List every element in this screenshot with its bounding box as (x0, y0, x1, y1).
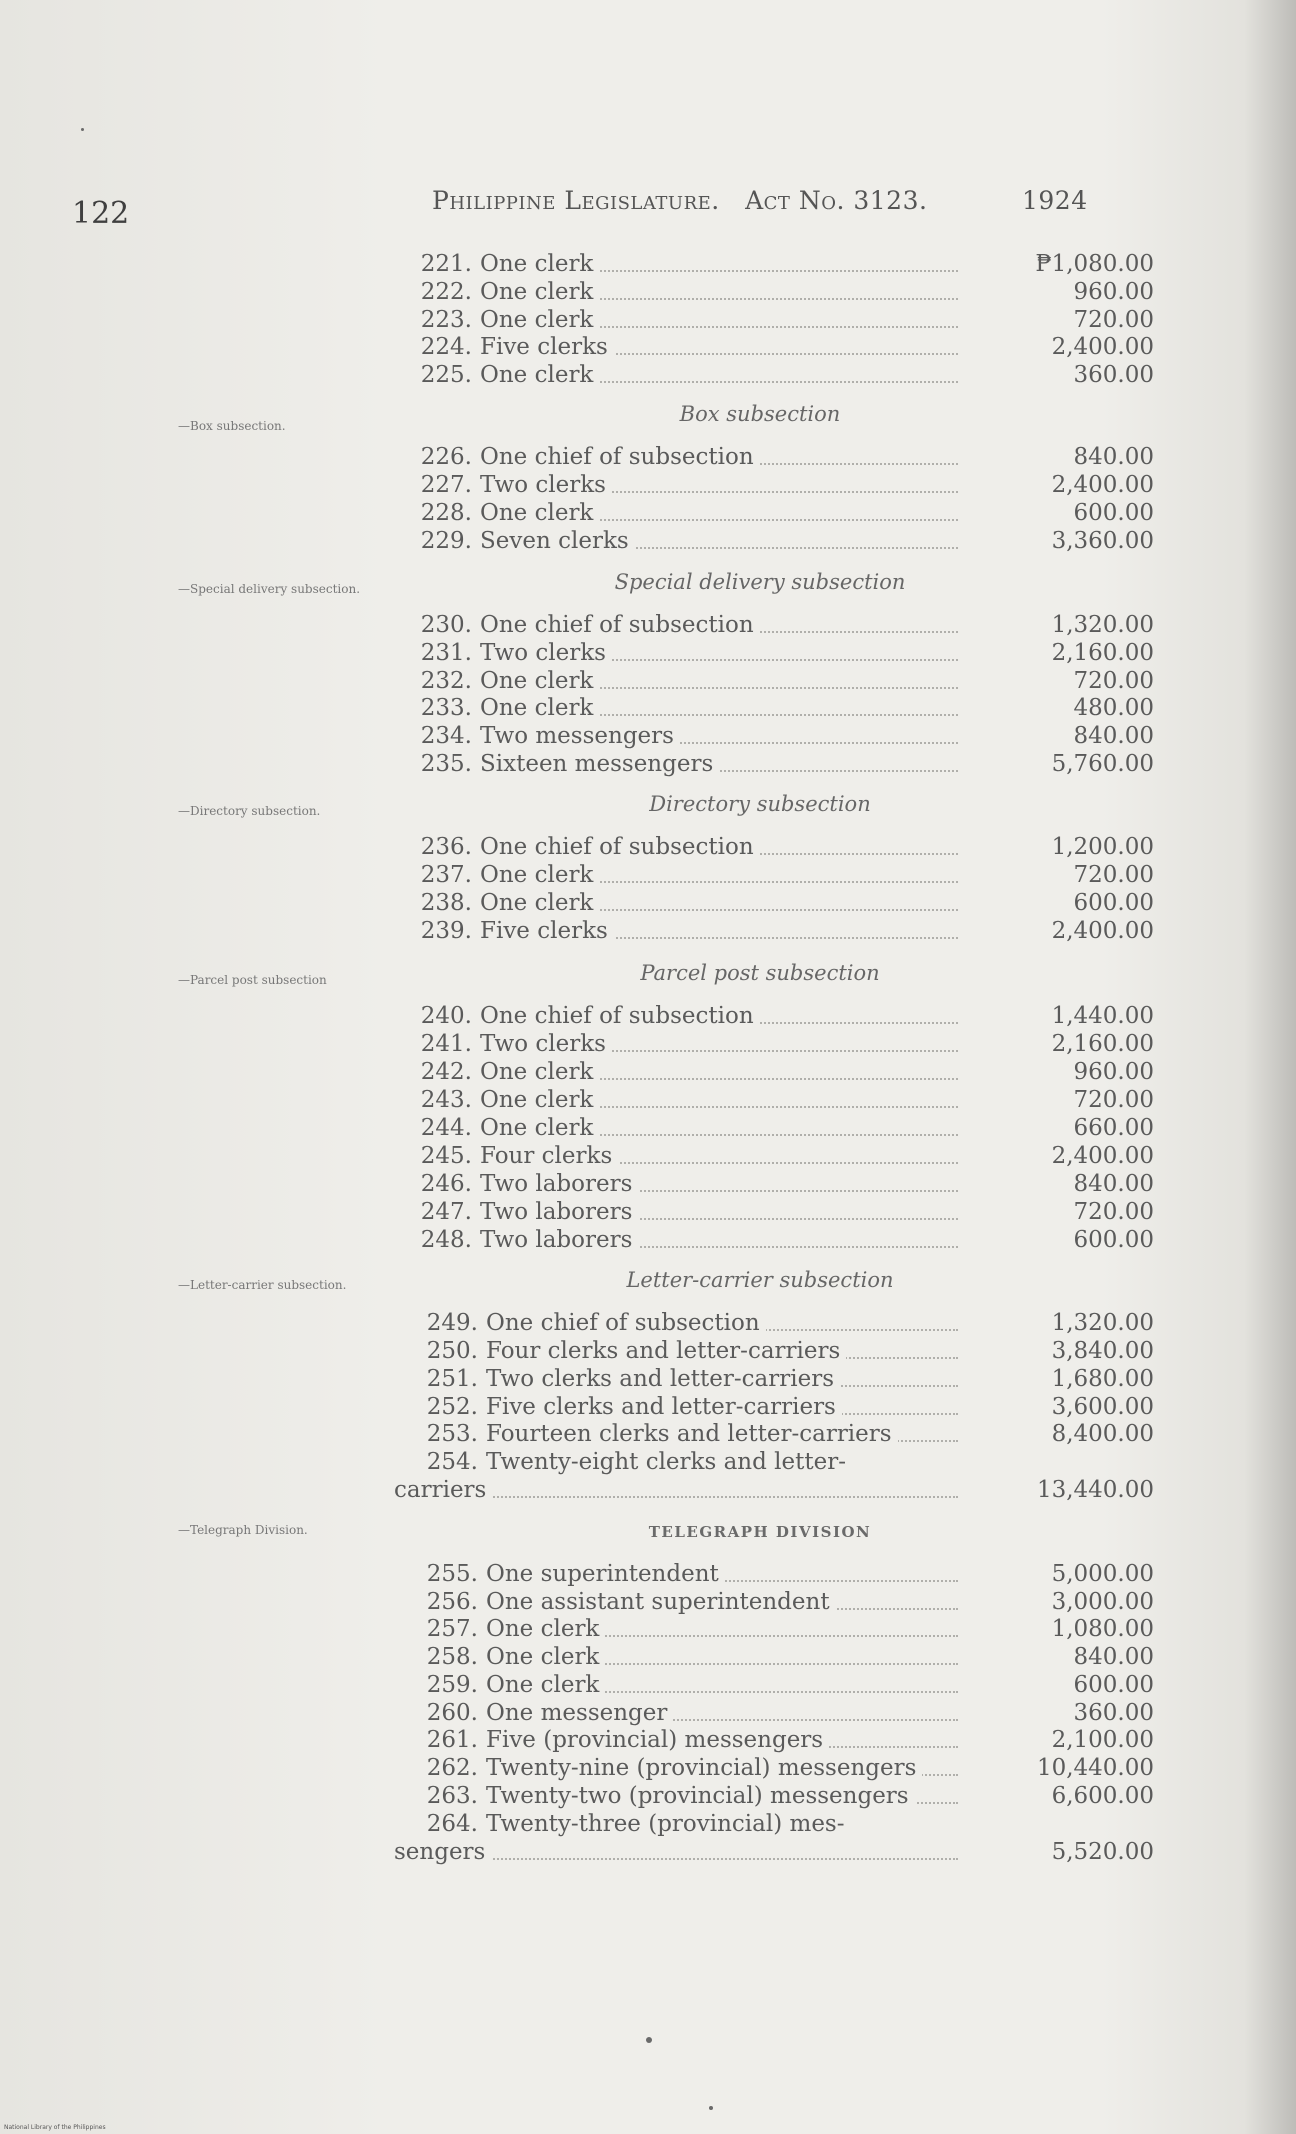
appropriation-item (408, 1002, 958, 1030)
item-text (414, 1449, 852, 1475)
item-description: Two laborers (480, 1199, 633, 1225)
item-description: One clerk (480, 362, 594, 388)
item-amount: 840.00 (1073, 444, 1154, 470)
appropriation-item (414, 1699, 958, 1727)
item-amount: 360.00 (1073, 1700, 1154, 1726)
item-description: One clerk (480, 695, 594, 721)
item-amount: 5,520.00 (1051, 1839, 1154, 1865)
item-description: Two laborers (480, 1227, 633, 1253)
item-amount: 1,680.00 (1051, 1366, 1154, 1392)
item-number: 226. (420, 444, 472, 470)
item-description: One clerk (480, 1059, 594, 1085)
item-description: One clerk (480, 307, 594, 333)
item-amount: 840.00 (1073, 1644, 1154, 1670)
item-description: Two laborers (480, 1171, 633, 1197)
item-amount: 2,160.00 (1051, 1031, 1154, 1057)
appropriation-item (414, 1337, 958, 1365)
item-text (408, 1003, 760, 1029)
appropriation-item (414, 1393, 958, 1421)
item-amount: 3,000.00 (1051, 1589, 1154, 1615)
item-text (414, 1616, 605, 1642)
item-text (408, 890, 599, 916)
item-text (408, 723, 680, 749)
item-text (408, 472, 612, 498)
item-amount: 5,760.00 (1051, 751, 1154, 777)
item-text (408, 1087, 599, 1113)
section-heading: TELEGRAPH DIVISION (648, 1523, 872, 1541)
item-amount: 2,400.00 (1051, 334, 1154, 360)
item-text (408, 334, 614, 360)
item-amount: 480.00 (1073, 695, 1154, 721)
item-number: 224. (420, 334, 472, 360)
item-text (408, 1199, 638, 1225)
item-number: 233. (420, 695, 472, 721)
appropriation-item (408, 1030, 958, 1058)
item-text (394, 1477, 492, 1503)
appropriation-item (408, 278, 958, 306)
appropriation-item (408, 1170, 958, 1198)
item-amount: 600.00 (1073, 1227, 1154, 1253)
item-text (408, 307, 599, 333)
item-number: 248. (420, 1227, 472, 1253)
item-number: 250. (426, 1338, 478, 1364)
item-description: One clerk (480, 251, 594, 277)
item-text (408, 612, 760, 638)
item-amount: 840.00 (1073, 723, 1154, 749)
item-description: Five (provincial) messengers (486, 1727, 824, 1753)
appropriation-item (408, 1198, 958, 1226)
item-amount: 720.00 (1073, 307, 1154, 333)
item-description: Two clerks and letter-carriers (486, 1366, 834, 1392)
item-text (394, 1839, 491, 1865)
item-amount: 8,400.00 (1051, 1421, 1154, 1447)
margin-note-telegraph: —Telegraph Division. (178, 1523, 308, 1537)
item-description: One clerk (480, 890, 594, 916)
item-text (414, 1394, 842, 1420)
item-description: One chief of subsection (480, 834, 754, 860)
appropriation-item (408, 667, 958, 695)
item-description: One assistant superintendent (486, 1589, 830, 1615)
appropriation-item (394, 1838, 958, 1866)
item-amount: 720.00 (1073, 862, 1154, 888)
section-heading: Directory subsection (649, 792, 871, 816)
appropriation-item (408, 722, 958, 750)
item-text (414, 1366, 840, 1392)
item-text (414, 1338, 846, 1364)
item-amount: 360.00 (1073, 362, 1154, 388)
item-number: 241. (420, 1031, 472, 1057)
running-head-act: Act No. 3123. (745, 186, 928, 215)
item-description: Five clerks and letter-carriers (486, 1394, 836, 1420)
item-amount: 3,840.00 (1051, 1338, 1154, 1364)
item-amount: 1,080.00 (1051, 1616, 1154, 1642)
item-amount: 960.00 (1073, 279, 1154, 305)
item-description: Sixteen messengers (480, 751, 714, 777)
item-number: 264. (426, 1811, 478, 1837)
item-description: Two clerks (480, 640, 606, 666)
item-text (408, 1059, 599, 1085)
item-number: 258. (426, 1644, 478, 1670)
item-number: 243. (420, 1087, 472, 1113)
item-text (414, 1755, 922, 1781)
item-description: One messenger (486, 1700, 668, 1726)
item-number: 231. (420, 640, 472, 666)
item-amount: 600.00 (1073, 500, 1154, 526)
appropriation-item (408, 694, 958, 722)
item-amount: 3,360.00 (1051, 528, 1154, 554)
item-text (414, 1700, 673, 1726)
section-heading: Letter-carrier subsection (626, 1268, 894, 1292)
item-text (414, 1811, 851, 1837)
item-amount: 2,160.00 (1051, 640, 1154, 666)
appropriation-item (414, 1309, 958, 1337)
item-text (414, 1421, 898, 1447)
item-description: One clerk (486, 1672, 600, 1698)
item-amount: 2,400.00 (1051, 918, 1154, 944)
item-amount: 2,100.00 (1051, 1727, 1154, 1753)
item-description: Two clerks (480, 472, 606, 498)
item-number: 259. (426, 1672, 478, 1698)
item-amount: 660.00 (1073, 1115, 1154, 1141)
item-amount: 960.00 (1073, 1059, 1154, 1085)
item-text (408, 1031, 612, 1057)
item-description: One chief of subsection (480, 612, 754, 638)
item-description: Two clerks (480, 1031, 606, 1057)
appropriation-item (408, 1114, 958, 1142)
appropriation-item (414, 1754, 958, 1782)
item-number: 256. (426, 1589, 478, 1615)
item-text (408, 444, 760, 470)
item-number: 247. (420, 1199, 472, 1225)
item-description: Twenty-three (provincial) mes- (486, 1811, 845, 1837)
item-description: One clerk (480, 668, 594, 694)
item-text (408, 695, 599, 721)
appropriation-item (408, 499, 958, 527)
item-number: 221. (420, 251, 472, 277)
appropriation-item (408, 250, 958, 278)
item-description: Two messengers (480, 723, 674, 749)
item-amount: 1,320.00 (1051, 612, 1154, 638)
margin-note-box: —Box subsection. (178, 419, 286, 433)
item-number: 235. (420, 751, 472, 777)
item-description: Five clerks (480, 918, 608, 944)
item-description: Seven clerks (480, 528, 629, 554)
item-amount: 2,400.00 (1051, 472, 1154, 498)
appropriation-item (408, 889, 958, 917)
margin-note-letter-carrier: —Letter-carrier subsection. (178, 1278, 347, 1292)
item-description: One clerk (480, 862, 594, 888)
item-text (408, 279, 599, 305)
item-text (408, 918, 614, 944)
item-amount: 840.00 (1073, 1171, 1154, 1197)
item-amount: ₱1,080.00 (1035, 251, 1154, 277)
item-number: 261. (426, 1727, 478, 1753)
item-number: 253. (426, 1421, 478, 1447)
section-heading: Parcel post subsection (640, 961, 880, 985)
item-number: 262. (426, 1755, 478, 1781)
margin-note-parcel-post: —Parcel post subsection (178, 973, 327, 987)
item-description: Five clerks (480, 334, 608, 360)
ink-speck (709, 2106, 713, 2110)
item-number: 232. (420, 668, 472, 694)
item-description: One clerk (486, 1616, 600, 1642)
appropriation-item (414, 1588, 958, 1616)
appropriation-item (408, 750, 958, 778)
item-text (414, 1727, 829, 1753)
item-amount: 720.00 (1073, 668, 1154, 694)
item-text (414, 1310, 766, 1336)
item-amount: 600.00 (1073, 1672, 1154, 1698)
appropriation-item (408, 833, 958, 861)
margin-note-special-delivery: —Special delivery subsection. (178, 582, 361, 596)
appropriation-item (414, 1782, 958, 1810)
item-number: 257. (426, 1616, 478, 1642)
item-number: 230. (420, 612, 472, 638)
item-number: 244. (420, 1115, 472, 1141)
appropriation-item (408, 306, 958, 334)
item-description: carriers (394, 1477, 487, 1503)
footer-credit: National Library of the Philippines (4, 2124, 106, 2131)
item-number: 246. (420, 1171, 472, 1197)
item-amount: 13,440.00 (1036, 1477, 1154, 1503)
appropriation-item (408, 1058, 958, 1086)
item-description: One superintendent (486, 1561, 719, 1587)
item-number: 239. (420, 918, 472, 944)
appropriation-item (408, 861, 958, 889)
item-number: 234. (420, 723, 472, 749)
item-number: 242. (420, 1059, 472, 1085)
item-text (408, 834, 760, 860)
page-number: 122 (72, 196, 130, 231)
appropriation-item (394, 1476, 958, 1504)
item-description: One clerk (480, 1115, 594, 1141)
item-text (408, 668, 599, 694)
appropriation-item (414, 1420, 958, 1448)
item-number: 236. (420, 834, 472, 860)
item-amount: 720.00 (1073, 1087, 1154, 1113)
appropriation-item (414, 1615, 958, 1643)
item-number: 229. (420, 528, 472, 554)
item-amount: 2,400.00 (1051, 1143, 1154, 1169)
item-description: One chief of subsection (486, 1310, 760, 1336)
item-text (408, 251, 599, 277)
appropriation-item (408, 1086, 958, 1114)
item-text (414, 1644, 605, 1670)
appropriation-item (414, 1448, 958, 1476)
item-text (414, 1783, 915, 1809)
item-number: 251. (426, 1366, 478, 1392)
item-number: 249. (426, 1310, 478, 1336)
item-amount: 10,440.00 (1036, 1755, 1154, 1781)
item-description: Twenty-eight clerks and letter- (486, 1449, 846, 1475)
appropriation-item (414, 1365, 958, 1393)
item-amount: 1,200.00 (1051, 834, 1154, 860)
item-description: One clerk (480, 279, 594, 305)
appropriation-item (408, 361, 958, 389)
appropriation-item (408, 443, 958, 471)
item-number: 245. (420, 1143, 472, 1169)
item-description: One clerk (480, 1087, 594, 1113)
item-description: One chief of subsection (480, 444, 754, 470)
item-number: 237. (420, 862, 472, 888)
item-number: 223. (420, 307, 472, 333)
item-text (414, 1589, 836, 1615)
appropriation-item (414, 1726, 958, 1754)
item-amount: 600.00 (1073, 890, 1154, 916)
item-text (408, 362, 599, 388)
item-description: sengers (394, 1839, 486, 1865)
item-description: Twenty-nine (provincial) messengers (486, 1755, 917, 1781)
appropriation-item (414, 1643, 958, 1671)
item-description: Four clerks (480, 1143, 613, 1169)
appropriation-item (414, 1671, 958, 1699)
item-text (408, 1227, 638, 1253)
item-amount: 1,440.00 (1051, 1003, 1154, 1029)
appropriation-item (408, 917, 958, 945)
item-amount: 1,320.00 (1051, 1310, 1154, 1336)
item-number: 260. (426, 1700, 478, 1726)
appropriation-item (408, 639, 958, 667)
item-amount: 720.00 (1073, 1199, 1154, 1225)
item-description: Twenty-two (provincial) messengers (486, 1783, 909, 1809)
item-description: Fourteen clerks and letter-carriers (486, 1421, 892, 1447)
item-amount: 3,600.00 (1051, 1394, 1154, 1420)
item-number: 240. (420, 1003, 472, 1029)
appropriation-item (408, 611, 958, 639)
item-text (408, 528, 635, 554)
item-number: 238. (420, 890, 472, 916)
item-number: 252. (426, 1394, 478, 1420)
item-number: 228. (420, 500, 472, 526)
item-text (414, 1672, 605, 1698)
item-text (408, 500, 599, 526)
appropriation-item (408, 471, 958, 499)
section-heading: Box subsection (679, 402, 841, 426)
item-number: 255. (426, 1561, 478, 1587)
appropriation-item (408, 1226, 958, 1254)
section-heading: Special delivery subsection (614, 570, 906, 594)
appropriation-item (414, 1810, 958, 1838)
item-number: 263. (426, 1783, 478, 1809)
item-amount: 5,000.00 (1051, 1561, 1154, 1587)
running-head-year: 1924 (1022, 186, 1088, 215)
appropriation-item (414, 1560, 958, 1588)
appropriation-item (408, 333, 958, 361)
item-text (408, 862, 599, 888)
item-description: Four clerks and letter-carriers (486, 1338, 841, 1364)
item-number: 222. (420, 279, 472, 305)
margin-note-directory: —Directory subsection. (178, 804, 321, 818)
item-description: One chief of subsection (480, 1003, 754, 1029)
running-head-legislature: Philippine Legislature. (432, 186, 720, 215)
appropriation-item (408, 527, 958, 555)
item-number: 254. (426, 1449, 478, 1475)
appropriation-item (408, 1142, 958, 1170)
item-description: One clerk (486, 1644, 600, 1670)
item-text (408, 1171, 638, 1197)
item-text (414, 1561, 725, 1587)
item-text (408, 1143, 618, 1169)
item-text (408, 1115, 599, 1141)
item-number: 225. (420, 362, 472, 388)
item-text (408, 751, 719, 777)
item-amount: 6,600.00 (1051, 1783, 1154, 1809)
item-description: One clerk (480, 500, 594, 526)
item-number: 227. (420, 472, 472, 498)
ink-speck (646, 2037, 652, 2043)
item-text (408, 640, 612, 666)
ink-speck (81, 128, 84, 131)
